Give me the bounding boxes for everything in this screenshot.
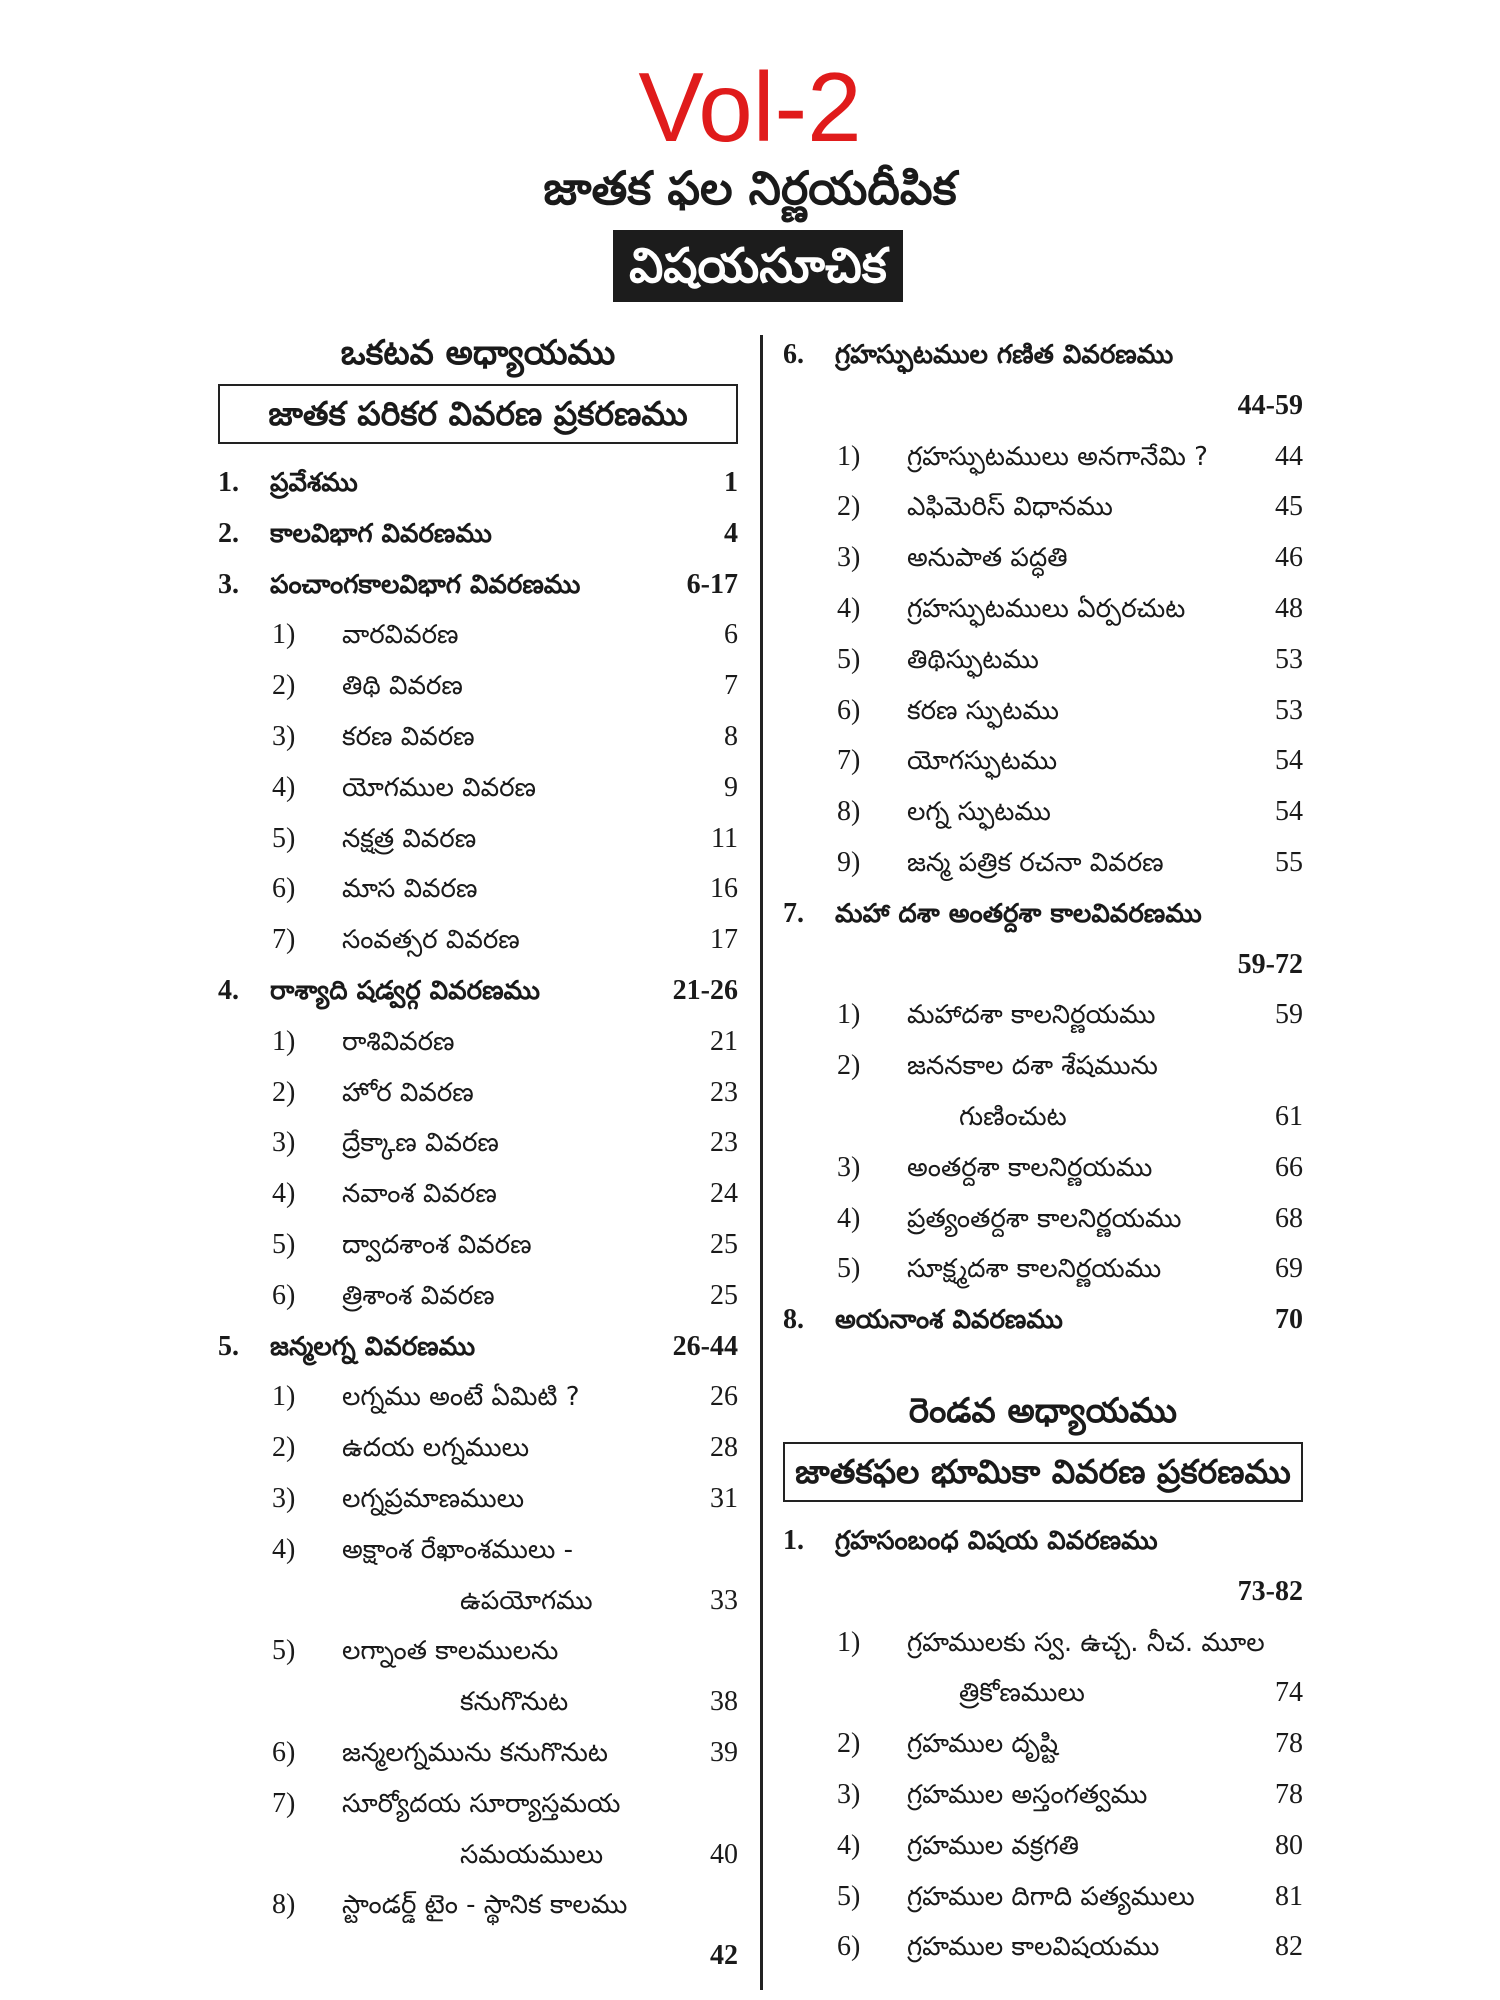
toc-number: 5) [837, 643, 861, 675]
toc-number: 6) [272, 1736, 296, 1768]
toc-label: త్రిశాంశ వివరణ [342, 1280, 495, 1311]
toc-number: 6) [272, 873, 296, 905]
toc-page-number: 70 [1275, 1304, 1303, 1336]
toc-label: మహా దశా అంతర్దశా కాలవివరణము [835, 898, 1202, 929]
toc-row [218, 763, 738, 814]
toc-row [218, 1525, 738, 1576]
toc-row [783, 1516, 1303, 1567]
toc-label: ద్వాదశాంశ వివరణ [342, 1229, 532, 1260]
toc-label: లగ్నము అంటే ఏమిటి ? [342, 1382, 580, 1413]
toc-number: 1. [218, 467, 239, 498]
toc-number: 5) [837, 1253, 861, 1285]
right-toc-list-2 [783, 1516, 1303, 1973]
toc-label: కరణ స్ఫుటము [907, 695, 1059, 726]
toc-row [783, 1567, 1303, 1618]
toc-row [783, 990, 1303, 1041]
toc-row [783, 838, 1303, 889]
toc-page-number: 54 [1275, 796, 1303, 828]
toc-label: యోగముల వివరణ [342, 772, 537, 803]
toc-number: 8. [783, 1304, 804, 1336]
toc-number: 6. [783, 339, 804, 370]
toc-label: నవాంశ వివరణ [342, 1179, 497, 1210]
toc-label: రాశ్యాది షడ్వర్గ వివరణము [270, 975, 541, 1006]
toc-row [218, 560, 738, 611]
chapter-1-title: ఒకటవ అధ్యాయము [340, 333, 616, 373]
toc-number: 3) [272, 1482, 296, 1514]
toc-page-number: 17 [710, 924, 738, 956]
toc-number: 1) [272, 1381, 296, 1413]
toc-page-number: 80 [1275, 1829, 1303, 1861]
toc-label: గ్రహసంబంధ విషయ వివరణము [835, 1525, 1158, 1556]
toc-label: వారవివరణ [342, 620, 459, 651]
toc-label: గ్రహముల దిగాది పత్యములు [907, 1881, 1195, 1912]
toc-page-number: 48 [1275, 592, 1303, 624]
toc-row [218, 966, 738, 1017]
toc-number: 3) [837, 1151, 861, 1183]
toc-row [218, 1322, 738, 1373]
toc-number: 4) [272, 1533, 296, 1565]
toc-page-number: 69 [1275, 1253, 1303, 1285]
toc-label: లగ్నప్రమాణములు [342, 1483, 525, 1514]
toc-label: పంచాంగకాలవిభాగ వివరణము [270, 569, 581, 600]
toc-label: కనుగొనుట [460, 1687, 569, 1718]
toc-page-number: 16 [710, 873, 738, 905]
toc-page-number: 9 [724, 771, 738, 803]
toc-label: గ్రహస్ఫుటముల గణిత వివరణము [835, 340, 1174, 370]
toc-row [218, 1880, 738, 1931]
toc-number: 3) [837, 1778, 861, 1810]
toc-row [783, 1922, 1303, 1973]
book-title: జాతక ఫల నిర్ణయదీపిక [543, 161, 957, 215]
toc-number: 2) [272, 1076, 296, 1108]
toc-row [783, 584, 1303, 635]
toc-page-number: 44-59 [1237, 389, 1303, 421]
toc-page-number: 1 [724, 467, 738, 498]
toc-number: 4) [837, 592, 861, 624]
toc-row [218, 1677, 738, 1728]
toc-label: స్టాండర్డ్ టైం - స్థానిక కాలము [342, 1890, 628, 1921]
toc-page-number: 46 [1275, 542, 1303, 574]
toc-page-number: 73-82 [1237, 1575, 1303, 1607]
toc-page-number: 21-26 [672, 974, 738, 1006]
toc-number: 6) [837, 1931, 861, 1963]
toc-row [218, 509, 738, 560]
chapter-2-title: రెండవ అధ్యాయము [908, 1390, 1178, 1431]
toc-row [218, 1779, 738, 1830]
toc-label: సంవత్సర వివరణ [342, 925, 520, 956]
toc-row [783, 1194, 1303, 1245]
toc-label: అనుపాత పద్ధతి [907, 543, 1068, 574]
toc-row [783, 940, 1303, 991]
toc-label: లగ్నాంత కాలములను [342, 1636, 559, 1667]
index-heading: విషయసూచిక [613, 230, 903, 302]
toc-page-number: 26 [710, 1381, 738, 1413]
toc-row [218, 1017, 738, 1068]
toc-row [783, 1041, 1303, 1092]
toc-page-number: 6 [724, 619, 738, 651]
toc-page-number: 81 [1275, 1880, 1303, 1912]
toc-number: 2) [837, 1728, 861, 1760]
toc-row [218, 1118, 738, 1169]
toc-row [218, 1271, 738, 1322]
toc-page-number: 61 [1275, 1100, 1303, 1132]
toc-row [783, 1092, 1303, 1143]
toc-label: గ్రహస్ఫుటములు ఏర్పరచుట [907, 593, 1186, 624]
left-column [218, 328, 738, 1982]
toc-number: 1) [837, 999, 861, 1031]
toc-row [783, 1719, 1303, 1770]
toc-label: మాస వివరణ [342, 874, 478, 905]
toc-number: 2) [272, 670, 296, 702]
toc-number: 7. [783, 897, 804, 929]
toc-row [783, 1618, 1303, 1669]
toc-row [218, 1423, 738, 1474]
toc-number: 3) [272, 720, 296, 752]
toc-label: రాశివివరణ [342, 1026, 455, 1057]
toc-page-number: 78 [1275, 1728, 1303, 1760]
toc-page-number: 66 [1275, 1151, 1303, 1183]
toc-number: 4) [837, 1829, 861, 1861]
toc-row [218, 1474, 738, 1525]
toc-number: 1) [272, 619, 296, 651]
toc-label: జన్మ పత్రిక రచనా వివరణ [907, 847, 1164, 878]
toc-label: కరణ వివరణ [342, 721, 475, 752]
toc-number: 9) [837, 846, 861, 878]
volume-label: Vol-2 [638, 52, 862, 162]
toc-label: నక్షత్ర వివరణ [342, 823, 477, 854]
toc-row [783, 1872, 1303, 1923]
toc-row [218, 661, 738, 712]
toc-number: 5. [218, 1330, 239, 1362]
toc-row [218, 712, 738, 763]
toc-number: 1. [783, 1524, 804, 1556]
toc-label: ద్రేక్కాణ వివరణ [342, 1128, 499, 1159]
toc-row [218, 458, 738, 509]
toc-number: 1) [837, 440, 861, 472]
toc-row [218, 1068, 738, 1119]
toc-label: త్రికోణములు [959, 1678, 1085, 1709]
toc-row [783, 381, 1303, 432]
toc-number: 5) [837, 1880, 861, 1912]
toc-label: హోర వివరణ [342, 1077, 474, 1108]
toc-number: 3. [218, 568, 239, 600]
toc-page-number: 42 [710, 1940, 738, 1972]
toc-label: లగ్న స్ఫుటము [907, 797, 1051, 828]
toc-number: 5) [272, 1635, 296, 1667]
toc-row [783, 533, 1303, 584]
toc-page-number: 11 [711, 822, 738, 854]
toc-label: తిథి వివరణ [342, 671, 463, 702]
toc-page-number: 21 [710, 1025, 738, 1057]
toc-page-number: 59 [1275, 999, 1303, 1031]
toc-number: 3) [272, 1127, 296, 1159]
toc-page-number: 6-17 [686, 568, 738, 600]
toc-number: 4) [837, 1202, 861, 1234]
toc-label: ఎఫిమెరిస్ విధానము [907, 492, 1113, 523]
toc-label: అంతర్దశా కాలనిర్ణయము [907, 1152, 1153, 1183]
toc-number: 1) [837, 1626, 861, 1658]
toc-number: 7) [837, 745, 861, 777]
toc-label: జన్మలగ్న వివరణము [270, 1331, 476, 1362]
toc-page-number: 59-72 [1237, 948, 1303, 980]
toc-number: 1) [272, 1025, 296, 1057]
toc-number: 7) [272, 924, 296, 956]
toc-row [783, 686, 1303, 737]
toc-row [218, 1220, 738, 1271]
toc-row [783, 1143, 1303, 1194]
toc-label: తిథిస్ఫుటము [907, 644, 1039, 675]
toc-label: ప్రత్యంతర్దశా కాలనిర్ణయము [907, 1203, 1182, 1234]
toc-row [783, 787, 1303, 838]
toc-page-number: 33 [710, 1584, 738, 1616]
toc-label: గుణించుట [959, 1101, 1067, 1132]
toc-row [218, 1372, 738, 1423]
toc-row [218, 610, 738, 661]
toc-label: గ్రహముల కాలవిషయము [907, 1932, 1160, 1963]
toc-row [218, 1626, 738, 1677]
right-toc-list [783, 330, 1303, 1346]
toc-label: గ్రహములకు స్వ. ఉచ్చ. నీచ. మూల [907, 1627, 1265, 1658]
toc-label: ప్రవేశము [270, 468, 358, 498]
toc-number: 2) [837, 1050, 861, 1082]
toc-number: 5) [272, 1228, 296, 1260]
toc-page-number: 8 [724, 720, 738, 752]
toc-page-number: 55 [1275, 846, 1303, 878]
toc-label: గ్రహముల అస్తంగత్వము [907, 1779, 1148, 1810]
toc-number: 5) [272, 822, 296, 854]
toc-row [783, 635, 1303, 686]
toc-number: 7) [272, 1787, 296, 1819]
toc-row [218, 1931, 738, 1982]
toc-label: జననకాల దశా శేషమును [907, 1051, 1158, 1082]
toc-label: మహాదశా కాలనిర్ణయము [907, 1000, 1156, 1031]
toc-page-number: 25 [710, 1279, 738, 1311]
toc-page-number: 23 [710, 1076, 738, 1108]
toc-number: 6) [272, 1279, 296, 1311]
toc-label: జన్మలగ్నమును కనుగొనుట [342, 1737, 608, 1768]
column-divider [760, 335, 763, 1990]
toc-label: సూక్ష్మదశా కాలనిర్ణయము [907, 1254, 1162, 1285]
toc-label: గ్రహముల దృష్టి [907, 1729, 1059, 1760]
toc-page-number: 7 [724, 670, 738, 702]
toc-number: 2) [837, 491, 861, 523]
toc-number: 2. [218, 517, 239, 549]
toc-label: సమయములు [460, 1839, 604, 1870]
left-toc-list [218, 458, 738, 1982]
toc-page-number: 4 [724, 517, 738, 549]
toc-row [218, 1576, 738, 1627]
toc-number: 8) [837, 796, 861, 828]
toc-row [783, 1770, 1303, 1821]
toc-label: అయనాంశ వివరణము [835, 1305, 1063, 1336]
toc-label: సూర్యోదయ సూర్యాస్తమయ [342, 1788, 621, 1819]
toc-row [218, 1728, 738, 1779]
toc-label: ఉదయ లగ్నములు [342, 1433, 530, 1464]
toc-page-number: 25 [710, 1228, 738, 1260]
toc-row [783, 1244, 1303, 1295]
toc-row [783, 1668, 1303, 1719]
toc-row [783, 1821, 1303, 1872]
toc-number: 4. [218, 974, 239, 1006]
toc-row [783, 482, 1303, 533]
toc-page-number: 82 [1275, 1931, 1303, 1963]
toc-label: గ్రహముల వక్రగతి [907, 1830, 1079, 1861]
toc-page-number: 40 [710, 1838, 738, 1870]
toc-page-number: 28 [710, 1432, 738, 1464]
toc-row [218, 1169, 738, 1220]
toc-number: 4) [272, 1178, 296, 1210]
toc-page-number: 44 [1275, 440, 1303, 472]
toc-page-number: 54 [1275, 745, 1303, 777]
toc-row [218, 1830, 738, 1881]
right-column [783, 330, 1303, 1973]
toc-row [218, 915, 738, 966]
toc-row [218, 814, 738, 865]
toc-page-number: 24 [710, 1178, 738, 1210]
toc-page-number: 45 [1275, 491, 1303, 523]
toc-page-number: 78 [1275, 1778, 1303, 1810]
toc-row [783, 330, 1303, 381]
toc-row [218, 864, 738, 915]
toc-label: ఉపయోగము [460, 1585, 593, 1616]
toc-page-number: 38 [710, 1686, 738, 1718]
toc-number: 6) [837, 694, 861, 726]
toc-page-number: 53 [1275, 643, 1303, 675]
toc-row [783, 889, 1303, 940]
toc-number: 3) [837, 542, 861, 574]
toc-number: 4) [272, 771, 296, 803]
toc-row [783, 736, 1303, 787]
toc-page-number: 23 [710, 1127, 738, 1159]
toc-label: యోగస్ఫుటము [907, 746, 1058, 777]
chapter-1-section: జాతక పరికర వివరణ ప్రకరణము [218, 384, 738, 444]
toc-label: అక్షాంశ రేఖాంశములు - [342, 1534, 573, 1565]
toc-page-number: 53 [1275, 694, 1303, 726]
toc-number: 2) [272, 1432, 296, 1464]
toc-number: 8) [272, 1889, 296, 1921]
toc-label: గ్రహస్ఫుటములు అనగానేమి ? [907, 441, 1208, 472]
toc-label: కాలవిభాగ వివరణము [270, 518, 492, 549]
toc-page-number: 31 [710, 1482, 738, 1514]
toc-page-number: 26-44 [672, 1330, 738, 1362]
toc-page-number: 74 [1275, 1677, 1303, 1709]
chapter-2-section: జాతకఫల భూమికా వివరణ ప్రకరణము [783, 1442, 1303, 1502]
toc-row [783, 432, 1303, 483]
toc-page-number: 68 [1275, 1202, 1303, 1234]
toc-page-number: 39 [710, 1736, 738, 1768]
toc-row [783, 1295, 1303, 1346]
